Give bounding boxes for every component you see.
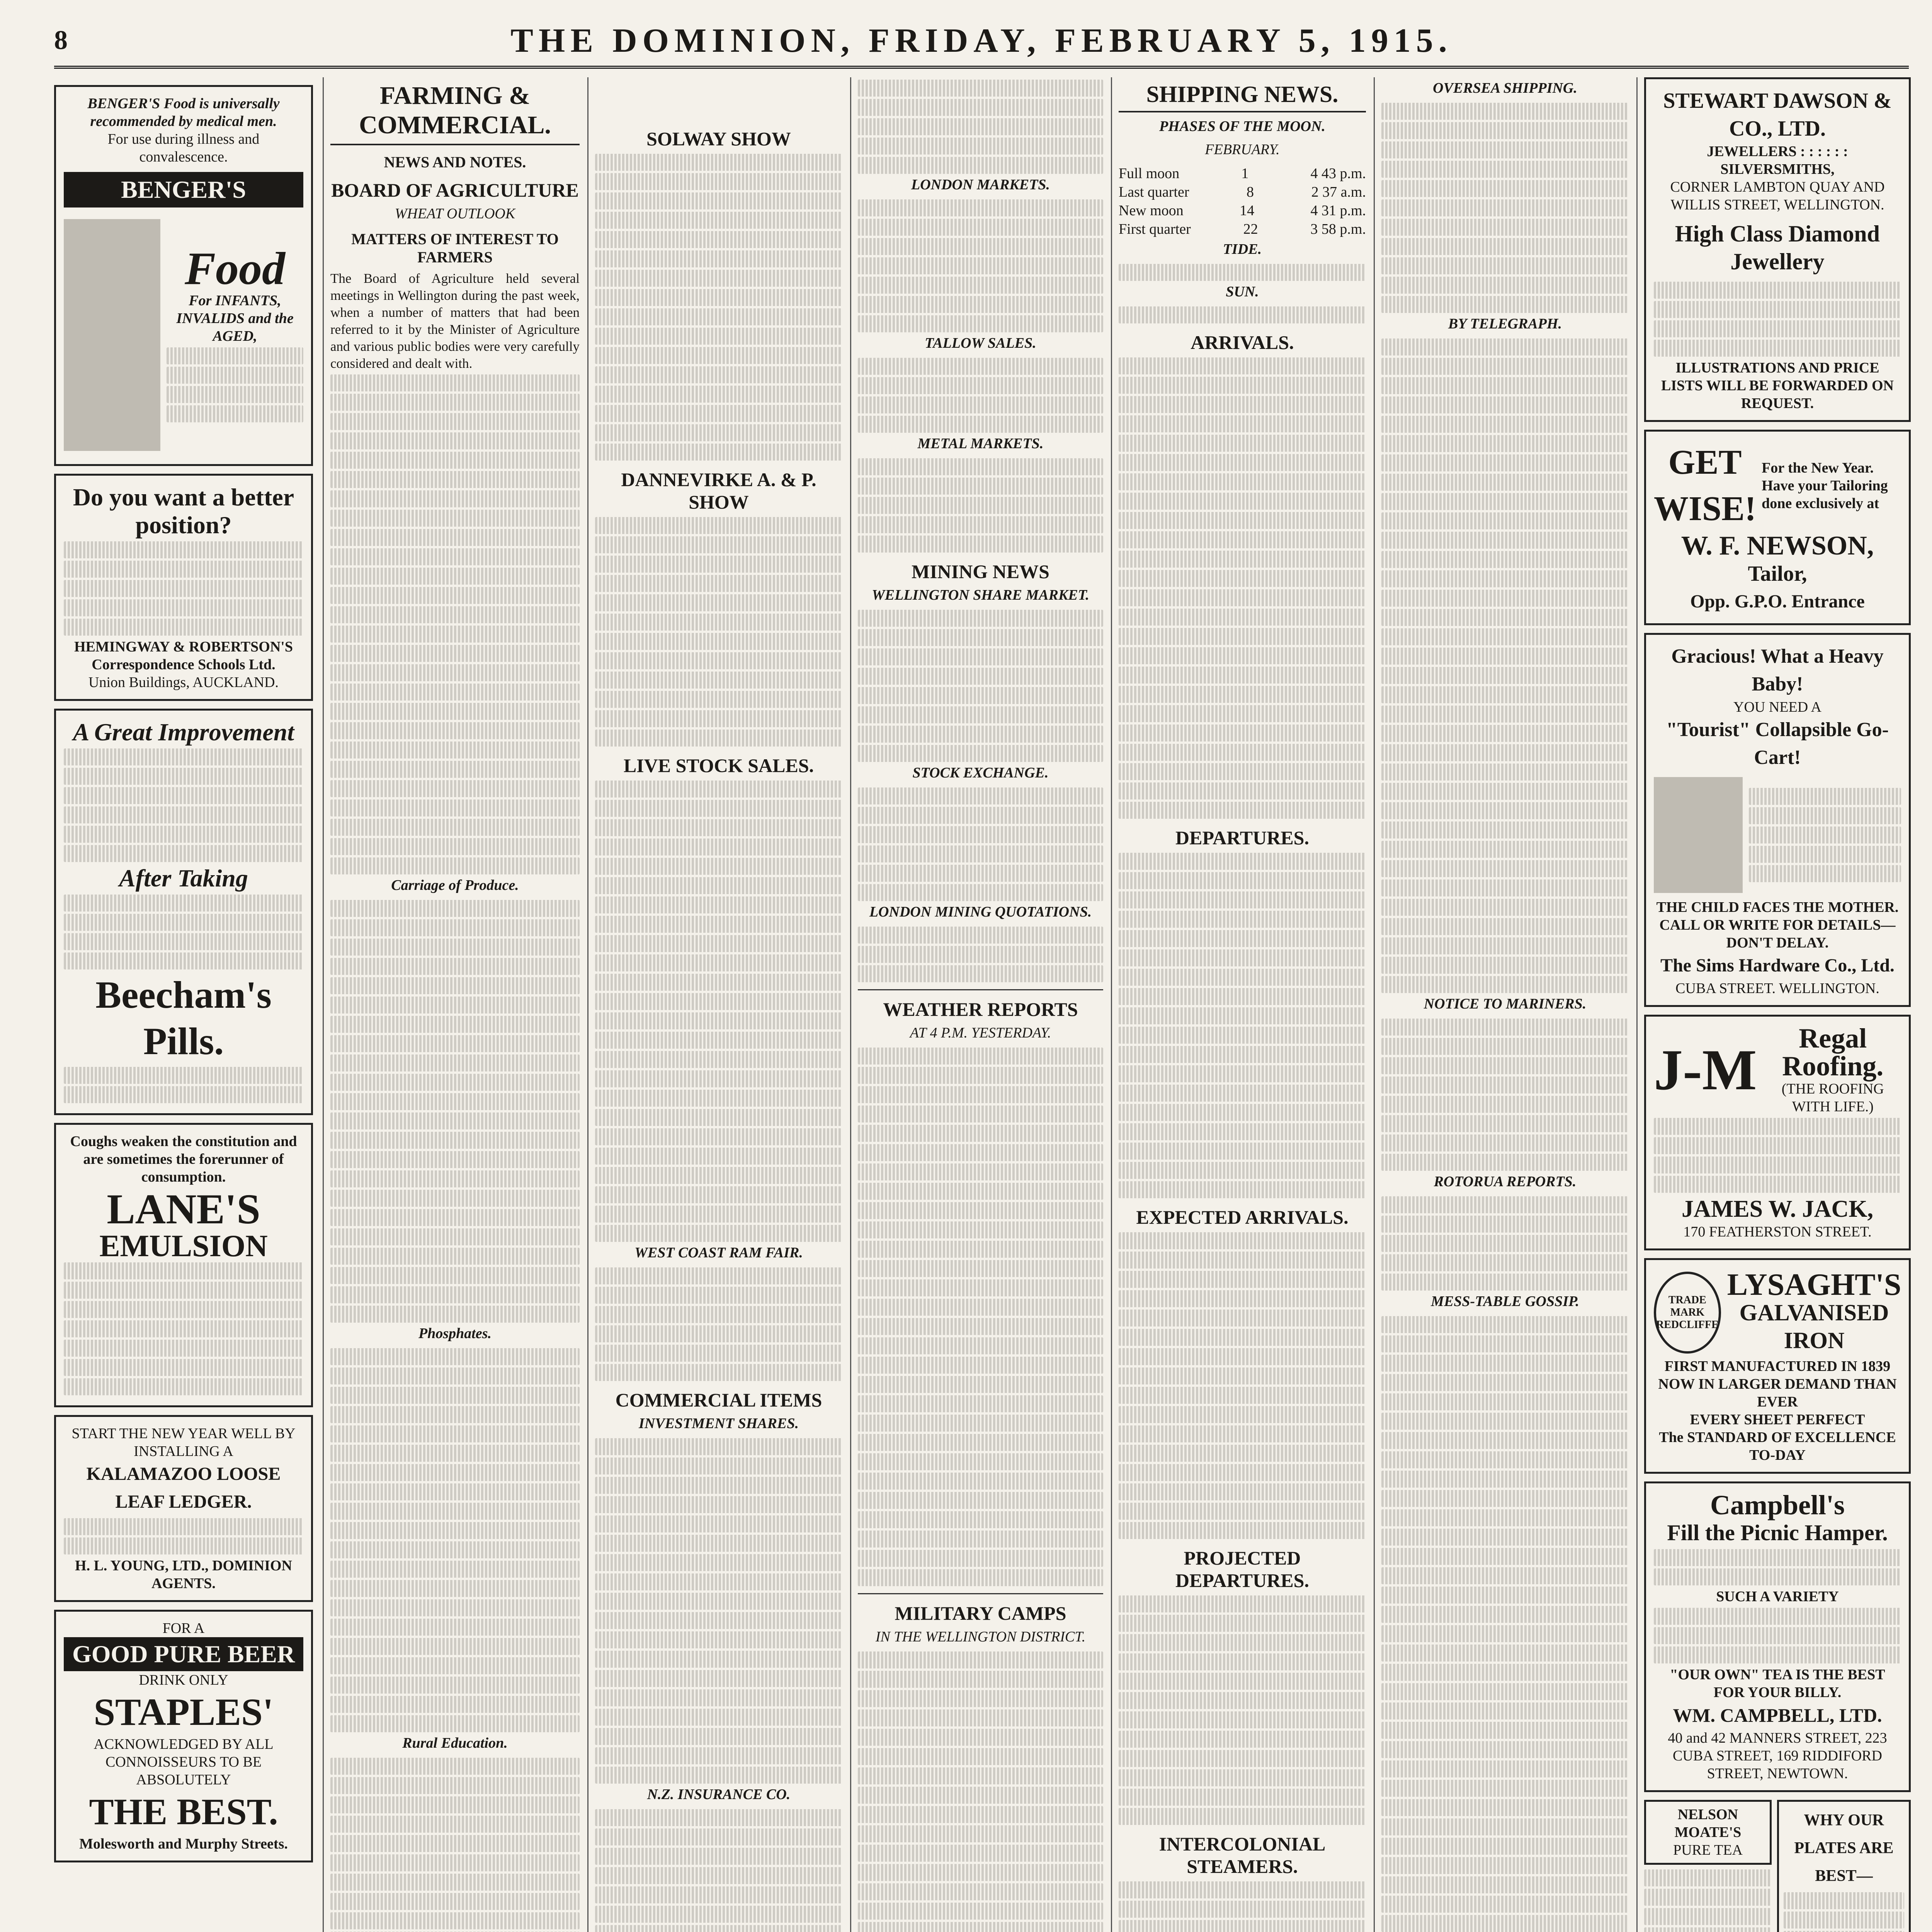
moon-row: Full moon 1 4 43 p.m. (1119, 165, 1366, 182)
column-rule (1111, 77, 1112, 1932)
column-2-farming: FARMING & COMMERCIAL. NEWS AND NOTES. BOARD OF AGRICULTURE WHEAT OUTLOOK MATTERS OF INTEREST TO FARMERS The Board of Agriculture held several meetings in Wellington during the past week, when a number of matters that had been referred to it by the Minister of Agriculture and various public bodies were very carefully considered and dealt with. Carriage of Produce. Phosphates. Rural Education. (330, 77, 580, 1932)
benger-brand: BENGER'S (64, 172, 303, 207)
newspaper-title: THE DOMINION, FRIDAY, FEBRUARY 5, 1915. (510, 22, 1452, 60)
column-4-markets: LONDON MARKETS. TALLOW SALES. METAL MARKETS. MINING NEWS WELLINGTON SHARE MARKET. STOCK EXCHANGE. LONDON MINING QUOTATIONS. WEATHER REPORTS AT 4 P.M. YESTERDAY. MILITARY CAMPS IN THE WELLINGTON DISTRICT. (858, 77, 1103, 1932)
campbell-hamper-ad: Campbell's Fill the Picnic Hamper. SUCH A VARIETY "OUR OWN" TEA IS THE BEST FOR YOUR BILLY. WM. CAMPBELL, LTD. 40 and 42 MANNERS STREET, 223 CUBA STREET, 169 RIDDIFORD STREET, NEWTOWN. (1644, 1481, 1911, 1792)
nurse-illustration (64, 219, 160, 451)
jm-roofing-ad: J-M Regal Roofing. (THE ROOFING WITH LIFE.) JAMES W. JACK, 170 FEATHERSTON STREET. (1644, 1015, 1911, 1250)
column-rule (1374, 77, 1375, 1932)
benger-ad: BENGER'S Food is universally recommended by medical men. For use during illness and convalescence. BENGER'S Food For INFANTS, INVALIDS and the AGED, (54, 85, 313, 466)
staples-ad: FOR A GOOD PURE BEER DRINK ONLY STAPLES' ACKNOWLEDGED BY ALL CONNOISSEURS TO BE ABSOLUTELY THE BEST. Molesworth and Murphy Streets. (54, 1610, 313, 1862)
column-1-ads (54, 77, 313, 1932)
jm-logo: J-M (1654, 1038, 1757, 1102)
lysaght-iron-ad: TRADE MARK REDCLIFFE LYSAGHT'S GALVANISED IRON FIRST MANUFACTURED IN 1839 NOW IN LARGER DEMAND THAN EVER EVERY SHEET PERFECT The STANDARD OF EXCELLENCE TO-DAY (1644, 1258, 1911, 1474)
beecham-brand: Beecham's Pills. (95, 973, 272, 1063)
column-6-oversea: OVERSEA SHIPPING. BY TELEGRAPH. NOTICE TO MARINERS. ROTORUA REPORTS. MESS-TABLE GOSSIP. (1381, 77, 1629, 1932)
tourist-go-cart-ad: Gracious! What a Heavy Baby! YOU NEED A "Tourist" Collapsible Go-Cart! THE CHILD FACES THE MOTHER. CALL OR WRITE FOR DETAILS—DON'T DELAY. The Sims Hardware Co., Ltd. CUBA STREET. WELLINGTON. (1644, 633, 1911, 1007)
column-3-commerce: SOLWAY SHOW DANNEVIRKE A. & P. SHOW LIVE STOCK SALES. WEST COAST RAM FAIR. COMMERCIAL ITEMS INVESTMENT SHARES. N.Z. INSURANCE CO. (595, 77, 842, 1932)
trade-mark-seal: TRADE MARK REDCLIFFE (1654, 1272, 1721, 1354)
page-number: 8 (54, 26, 68, 55)
moon-row: First quarter 22 3 58 p.m. (1119, 221, 1366, 237)
masthead (54, 15, 1909, 69)
moon-phase-table (1119, 164, 1366, 238)
article-lead: The Board of Agriculture held several meetings in Wellington during the past week, when a number of matters that had been referred to it by the Minister of Agriculture and various public bodies were very carefully considered and dealt with. (330, 271, 580, 371)
column-rule (1636, 77, 1638, 1932)
go-cart-illustration (1654, 777, 1743, 893)
column-rule (323, 77, 324, 1932)
article-headline: BOARD OF AGRICULTURE (331, 179, 579, 201)
stewart-dawson-ad: STEWART DAWSON & CO., LTD. JEWELLERS : : : : : : SILVERSMITHS, CORNER LAMBTON QUAY AND WILLIS STREET, WELLINGTON. High Class Diamond Jewellery ILLUSTRATIONS AND PRICE LISTS WILL BE FORWARDED ON REQUEST. (1644, 77, 1911, 422)
improvement-ad: A Great Improvement After Taking Beecham's Pills. (54, 709, 313, 1115)
position-ad: Do you want a better position? HEMINGWAY & ROBERTSON'S Correspondence Schools Ltd. Union Buildings, AUCKLAND. (54, 474, 313, 701)
column-7-ads (1644, 77, 1911, 1932)
lanes-ad: Coughs weaken the constitution and are sometimes the forerunner of consumption. LANE'S EMULSION (54, 1123, 313, 1407)
moon-row: Last quarter 8 2 37 a.m. (1119, 184, 1366, 200)
shipping-title: SHIPPING NEWS. (1119, 81, 1366, 112)
dentist-plates-ad: WHY OUR PLATES ARE BEST— (1777, 1800, 1911, 1932)
section-title: FARMING & COMMERCIAL. (330, 81, 580, 145)
column-rule (587, 77, 588, 1932)
nelson-moate-tea-ad: NELSON MOATE'S PURE TEA (1644, 1800, 1772, 1865)
ledger-ad: START THE NEW YEAR WELL BY INSTALLING A KALAMAZOO LOOSE LEAF LEDGER. H. L. YOUNG, LTD., DOMINION AGENTS. (54, 1415, 313, 1602)
moon-row: New moon 14 4 31 p.m. (1119, 202, 1366, 219)
newson-tailor-ad: GET WISE! For the New Year. Have your Tailoring done exclusively at W. F. NEWSON, Tailor, Opp. G.P.O. Entrance (1644, 430, 1911, 625)
column-rule (850, 77, 851, 1932)
column-5-shipping: SHIPPING NEWS. PHASES OF THE MOON. FEBRUARY. Full moon 1 4 43 p.m. Last quarter 8 2 37 a.m. New moon 14 4 31 p.m. First quarter 22 3 58 p.m. TIDE. SUN. ARRIVALS. DEPARTURES. EXPECTED ARRIVALS. PROJECTED DEPARTURES. INTERCOLONIAL STEAMERS. (1119, 77, 1366, 1932)
